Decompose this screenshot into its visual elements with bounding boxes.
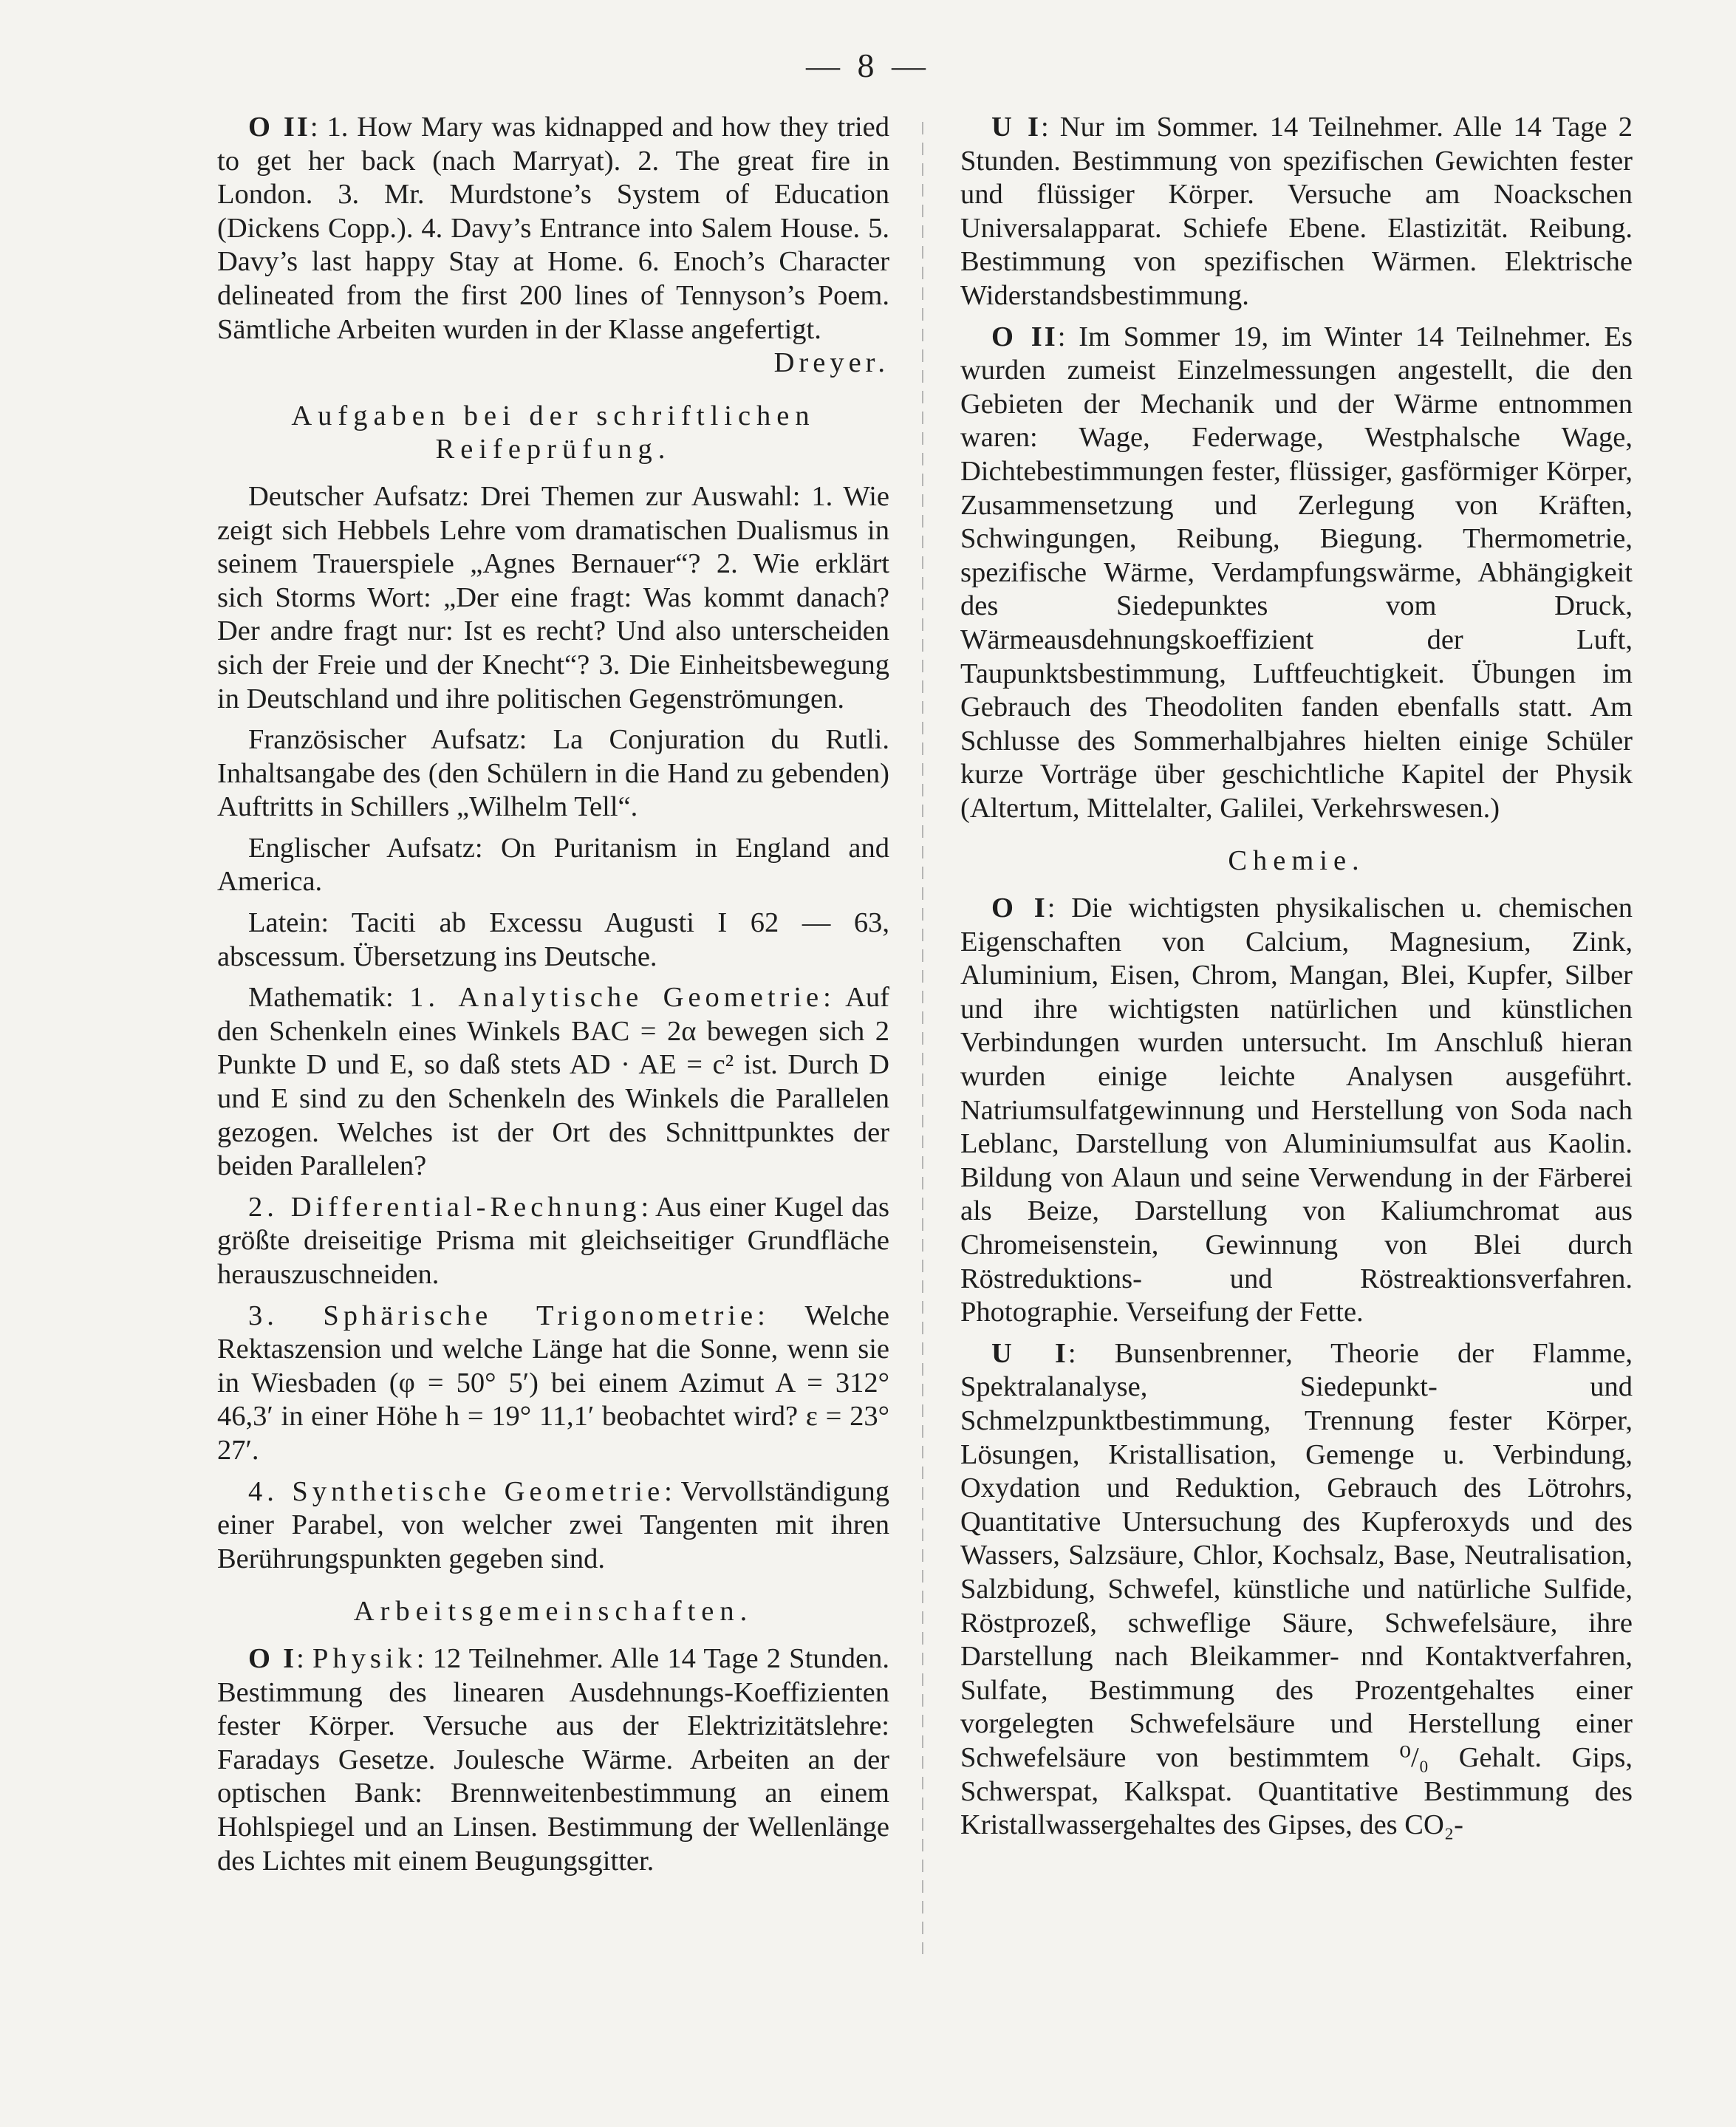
subject-label: Latein (248, 907, 321, 939)
paragraph-text: : Im Sommer 19, im Winter 14 Teilnehmer. Es wurden zumeist Einzelmessungen angestellt, die den Gebieten der Mechanik und der Wärme entnommen waren: Wage, Federwage, Westphalsche Wage, Dichtebestimmungen fester, flüssiger, gasförmiger Körper, Zusammensetzung und Zerlegung von Kräften, Schwingungen, Reibung, Biegung. Thermometrie, spezifische Wärme, Verdampfungswärme, Abhängigkeit des Siedepunktes vom Druck, Wärmeausdehnungskoeffizient der Luft, Taupunktsbestimmung, Luftfeuchtigkeit. Übungen im Gebrauch des Theodoliten fanden ebenfalls statt. Am Schlusse des Sommerhalbjahres hielten einige Schüler kurze Vorträge über geschichtliche Kapitel der Physik (Altertum, Mittelalter, Galilei, Verkehrswesen.) (960, 321, 1633, 824)
author-signature: Dreyer. (773, 347, 889, 379)
section-heading-reifepruefung: Aufgaben bei der schriftlichen Reifeprüfung. (291, 400, 816, 465)
paragraph-chemie-u1 (960, 1337, 1633, 1843)
paragraph-franzoesisch (217, 723, 889, 824)
math-task-title: 4. Synthetische Geometrie (248, 1475, 665, 1507)
subject-label: Physik (312, 1642, 417, 1674)
paragraph-englisch (217, 832, 889, 899)
class-label: U I (991, 112, 1041, 143)
subject-label: Englischer Aufsatz (248, 832, 475, 864)
paragraph-deutsch (217, 480, 889, 716)
paragraph-text: : Aus einer Kugel das größte dreiseitige Prisma mit gleichseitiger Grundfläche herauszuschneiden. (217, 1191, 889, 1290)
class-label: O I (248, 1642, 297, 1674)
paragraph-latein (217, 907, 889, 974)
paragraph-text: : Nur im Sommer. 14 Teilnehmer. Alle 14 Tage 2 Stunden. Bestimmung von spezifischen Gewichten fester und flüssiger Körper. Versuche am Noackschen Universalapparat. Schiefe Ebene. Elastizität. Reibung. Bestimmung von spezifischen Wärmen. Elektrische Widerstandsbestimmung. (960, 112, 1633, 311)
math-task-title: 3. Sphärische Trigonometrie (248, 1300, 758, 1331)
paragraph-o2-physik (960, 321, 1633, 826)
subject-label: Deutscher Aufsatz (248, 480, 462, 512)
subject-colon: : (386, 982, 410, 1014)
paragraph-o1-physik (217, 1642, 889, 1878)
paragraph-text: : Die wichtigsten physikalischen u. chemischen Eigenschaften von Calcium, Magnesium, Zink, Aluminium, Eisen, Chrom, Mangan, Blei, Kupfer, Silber und ihre wichtigsten natürlichen und künstlichen Verbindungen wurden untersucht. Im Anschluß hieran wurden einige leichte Analysen ausgeführt. Natriumsulfatgewinnung und Herstellung von Soda nach Leblanc, Darstellung von Aluminiumsulfat aus Kaolin. Bildung von Alaun und seine Verwendung in der Färberei als Beize, Darstellung von Kaliumchromat aus Chromeisenstein, Gewinnung von Blei durch Röstreduktions- und Röstreaktionsverfahren. Photographie. Verseifung der Fette. (960, 892, 1633, 1328)
column-divider (922, 122, 923, 1954)
class-label: O I (991, 892, 1048, 924)
paragraph-mathematik-4 (217, 1475, 889, 1577)
paragraph-mathematik-2 (217, 1191, 889, 1292)
left-column (217, 111, 889, 1885)
paragraph-text: : Bunsenbrenner, Theorie der Flamme, Spektralanalyse, Siedepunkt- und Schmelzpunktbestimmung, Trennung fester Körper, Lösungen, Kristallisation, Gemenge u. Verbindung, Oxydation und Reduktion, Gebrauch des Lötrohrs, Quantitative Untersuchung des Kupferoxyds und des Wassers, Salzsäure, Chlor, Kochsalz, Base, Neutralisation, Salzbidung, Schwefel, künstliche und natürliche Sulfide, Röstprozeß, schweflige Säure, Schwefelsäure, ihre Darstellung nach Bleikammer- nnd Kontaktverfahren, Sulfate, Bestimmung des Prozentgehaltes einer vorgelegten Schwefelsäure und Herstellung einer Schwefelsäure von bestimmtem ⁰/₀ Gehalt. Gips, Schwerspat, Kalkspat. Quantitative Bestimmung des Kristallwassergehaltes des Gipses, des CO₂- (960, 1337, 1633, 1841)
right-column (960, 111, 1633, 1850)
class-label: O II (248, 112, 310, 143)
subject-label: Mathematik (248, 982, 386, 1014)
paragraph-mathematik-3 (217, 1300, 889, 1468)
section-heading-chemie: Chemie. (1228, 845, 1365, 877)
paragraph-chemie-o1 (960, 892, 1633, 1330)
subject-colon: : (296, 1642, 312, 1674)
page-number: — 8 — (806, 47, 930, 84)
paragraph-text: : La Conjuration du Rutli. Inhaltsangabe des (den Schülern in die Hand zu gebenden) Auftritts in Schillers „Wilhelm Tell“. (217, 724, 889, 823)
paragraph-o2-english (217, 111, 889, 379)
paragraph-text: : Vervollständigung einer Parabel, von welcher zwei Tangenten mit ihren Berührungspunkten gegeben sind. (217, 1475, 889, 1574)
paragraph-text: : 12 Teilnehmer. Alle 14 Tage 2 Stunden. Bestimmung des linearen Ausdehnungs-Koeffizienten fester Körper. Versuche aus der Elektrizitätslehre: Faradays Gesetze. Joulesche Wärme. Arbeiten an der optischen Bank: Brennweitenbestimmung an einem Hohlspiegel und an Linsen. Bestimmung der Wellenlänge des Lichtes mit einem Beugungsgitter. (217, 1642, 889, 1877)
math-task-title: 2. Differential-Rechnung (248, 1191, 641, 1223)
paragraph-text: : Taciti ab Excessu Augusti I 62 — 63, abscessum. Übersetzung ins Deutsche. (217, 907, 889, 972)
class-label: U I (991, 1337, 1068, 1369)
paragraph-text: : On Puritanism in England and America. (217, 832, 889, 898)
paragraph-u1-physik (960, 111, 1633, 313)
paragraph-mathematik-1 (217, 981, 889, 1184)
math-task-title: 1. Analytische Geometrie (409, 982, 824, 1014)
paragraph-text: : Auf den Schenkeln eines Winkels BAC = 2α bewegen sich 2 Punkte D und E, so daß stets AD · AE = c² ist. Durch D und E sind zu den Schenkeln des Winkels die Parallelen gezogen. Welches ist der Ort des Schnittpunktes der beiden Parallelen? (217, 982, 890, 1182)
section-heading-arbeitsgemeinschaften: Arbeitsgemeinschaften. (353, 1596, 753, 1628)
class-label: O II (991, 321, 1058, 352)
paragraph-text: : Welche Rektaszension und welche Länge hat die Sonne, wenn sie in Wiesbaden (φ = 50° 5′) bei einem Azimut A = 312° 46,3′ in einer Höhe h = 19° 11,1′ beobachtet wird? ε = 23° 27′. (217, 1300, 889, 1466)
paragraph-text: : Drei Themen zur Auswahl: 1. Wie zeigt sich Hebbels Lehre vom dramatischen Dualismus in seinem Trauerspiele „Agnes Bernauer“? 2. Wie erklärt sich Storms Wort: „Der eine fragt: Was kommt danach? Der andre fragt nur: Ist es recht? Und also unterscheiden sich der Freie und der Knecht“? 3. Die Einheitsbewegung in Deutschland und ihre politischen Gegenströmungen. (217, 480, 889, 714)
subject-label: Französischer Aufsatz (248, 724, 519, 756)
paragraph-text: : 1. How Mary was kidnapped and how they tried to get her back (nach Marryat). 2. The great fire in London. 3. Mr. Murdstone’s System of Education (Dickens Copp.). 4. Davy’s Entrance into Salem House. 5. Davy’s last happy Stay at Home. 6. Enoch’s Character delineated from the first 200 lines of Tennyson’s Poem. Sämtliche Arbeiten wurden in der Klasse angefertigt. (217, 112, 889, 345)
